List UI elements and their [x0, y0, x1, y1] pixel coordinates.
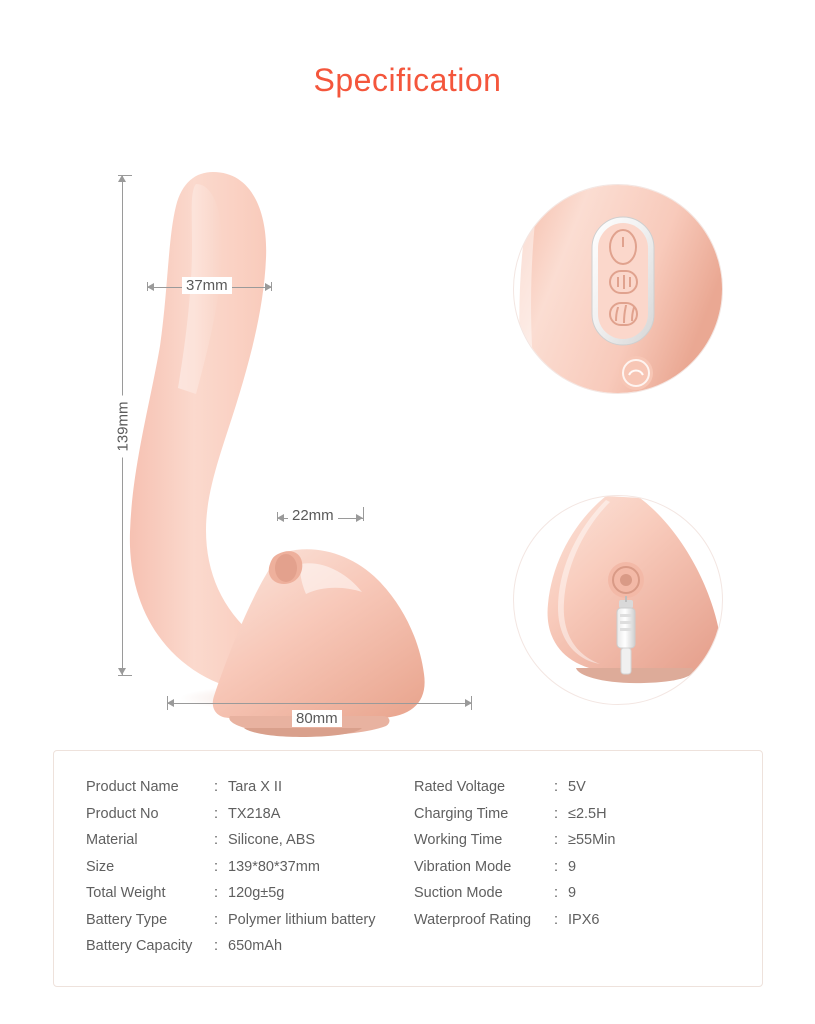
spec-colon: : — [214, 858, 219, 875]
spec-value: 9 — [568, 885, 577, 901]
tick-22mm-left — [277, 512, 278, 521]
table-row — [86, 859, 414, 886]
arrow-down-139mm — [118, 668, 126, 675]
tick-139mm-top — [118, 175, 132, 176]
spec-value: 120g±5g — [228, 885, 285, 901]
table-row — [414, 885, 742, 912]
spec-value: Silicone, ABS — [228, 832, 316, 848]
table-row — [414, 832, 742, 859]
tick-37mm-right — [271, 282, 272, 291]
dimension-label-22mm: 22mm — [288, 507, 338, 524]
spec-colon: : — [554, 832, 559, 848]
arrow-right-22mm — [356, 514, 363, 522]
spec-key: Product Name — [86, 779, 179, 795]
spec-colon: : — [214, 779, 219, 795]
spec-colon: : — [214, 911, 219, 928]
table-row — [86, 885, 414, 912]
spec-value: 650mAh — [228, 938, 283, 954]
spec-colon: : — [554, 805, 559, 822]
spec-key: Total Weight — [86, 885, 166, 901]
arrow-up-139mm — [118, 175, 126, 182]
spec-key: Battery Type — [86, 911, 168, 928]
spec-key: Battery Capacity — [86, 938, 193, 954]
spec-value: Polymer lithium battery — [228, 911, 376, 928]
spec-column-left — [86, 779, 414, 965]
spec-value: TX218A — [228, 805, 281, 822]
control-panel-drawing — [514, 185, 723, 394]
control-panel-detail — [513, 184, 723, 394]
spec-key: Product No — [86, 805, 159, 822]
table-row — [86, 779, 414, 806]
tick-80mm-right — [471, 696, 472, 710]
dimension-line-80mm — [167, 703, 472, 704]
arrow-left-22mm — [277, 514, 284, 522]
tick-22mm-right — [363, 507, 364, 521]
spec-value: 5V — [568, 779, 586, 795]
spec-colon: : — [554, 885, 559, 901]
table-row — [414, 912, 742, 939]
tick-139mm-bottom — [118, 675, 132, 676]
spec-key: Vibration Mode — [414, 858, 512, 875]
spec-value: ≤2.5H — [568, 805, 607, 822]
spec-value: IPX6 — [568, 911, 600, 928]
table-row — [86, 806, 414, 833]
table-row — [414, 859, 742, 886]
spec-colon: : — [554, 779, 559, 795]
tick-80mm-left — [167, 696, 168, 710]
spec-key: Charging Time — [414, 805, 509, 822]
spec-colon: : — [554, 858, 559, 875]
spec-key: Rated Voltage — [414, 779, 506, 795]
table-row — [86, 832, 414, 859]
spec-value: 9 — [568, 858, 577, 875]
table-row — [86, 912, 414, 939]
page-title: Specification — [313, 62, 502, 98]
spec-colon: : — [214, 832, 219, 848]
dimension-label-37mm: 37mm — [182, 277, 232, 294]
arrow-left-80mm — [167, 699, 174, 707]
dimension-label-139mm: 139mm — [115, 396, 132, 458]
dimension-label-80mm: 80mm — [292, 710, 342, 727]
charging-port-drawing — [514, 496, 723, 705]
spec-key: Material — [86, 832, 138, 848]
spec-colon: : — [554, 911, 559, 928]
specification-table — [53, 750, 763, 987]
spec-column-right — [414, 779, 742, 965]
spec-key: Working Time — [414, 832, 503, 848]
spec-key: Waterproof Rating — [414, 911, 532, 928]
arrow-left-37mm — [147, 283, 154, 291]
spec-value: 139*80*37mm — [228, 858, 320, 875]
spec-value: Tara X II — [228, 779, 282, 795]
spec-key: Suction Mode — [414, 885, 503, 901]
tick-37mm-left — [147, 282, 148, 291]
spec-colon: : — [214, 805, 219, 822]
spec-colon: : — [214, 938, 219, 954]
table-row — [414, 779, 742, 806]
spec-key: Size — [86, 858, 115, 875]
spec-colon: : — [214, 885, 219, 901]
table-row — [86, 938, 414, 965]
charging-port-detail — [513, 495, 723, 705]
spec-value: ≥55Min — [568, 832, 616, 848]
table-row — [414, 806, 742, 833]
